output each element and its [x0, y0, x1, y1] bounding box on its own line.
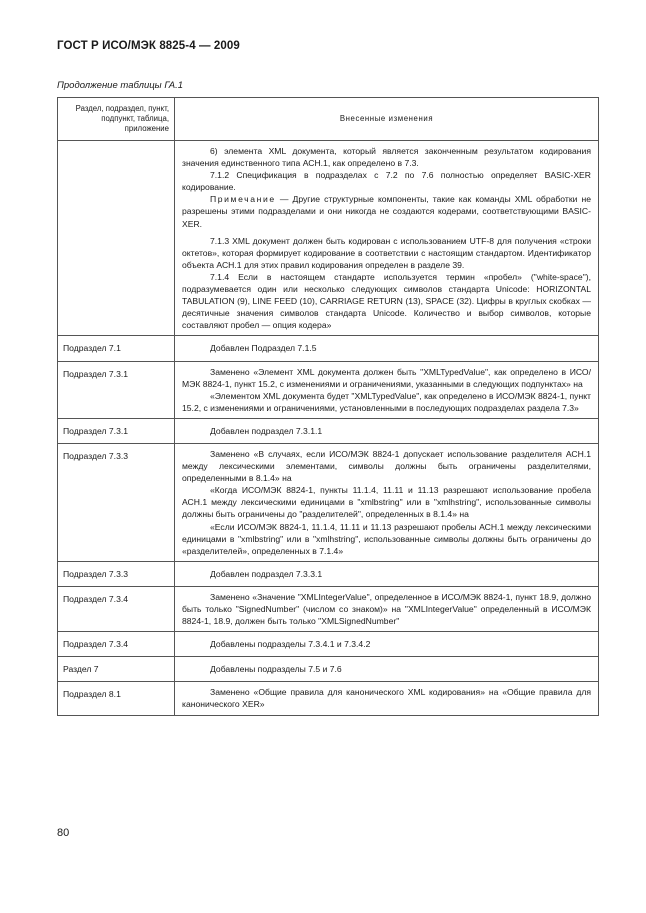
change-paragraph: Добавлены подразделы 7.3.4.1 и 7.3.4.2	[210, 639, 371, 650]
table-caption: Продолжение таблицы ГА.1	[57, 80, 184, 91]
changes-cell	[175, 361, 599, 418]
table-row	[58, 443, 599, 561]
table-row	[58, 682, 599, 715]
change-paragraph: 7.1.4 Если в настоящем стандарте используется термин «пробел» ("white-space"), подразумевается один или несколько следующих символов стандарта Unicode: HORIZONTAL TABULATION (9), LINE FEED (10), CARRIAGE RETURN (13), SPACE (32). Цифры в круглых скобках — десятичные значения символов стандарта Unicode. Количество и выбор символов, которые составляют пробел — опция кодера»	[182, 271, 591, 331]
document-code-header: ГОСТ Р ИСО/МЭК 8825-4 — 2009	[57, 40, 240, 52]
section-cell: Подраздел 7.3.4	[58, 632, 175, 657]
column-header-changes: Внесенные изменения	[175, 98, 599, 141]
section-cell: Подраздел 8.1	[58, 682, 175, 715]
changes-cell	[175, 586, 599, 631]
changes-cell	[175, 657, 599, 682]
table-row	[58, 336, 599, 361]
note-paragraph	[182, 193, 591, 229]
change-paragraph: Добавлен подраздел 7.3.1.1	[210, 425, 323, 436]
change-paragraph: «Элементом XML документа будет "XMLTypedValue", как определено в ИСО/МЭК 8824-1, пункт 15.2, с изменениями и ограничениями, установленными в последующих подразделах раздела 7.3»	[182, 390, 591, 413]
change-paragraph: Заменено «В случаях, если ИСО/МЭК 8824-1 допускает использование разделителя АСН.1 между лексическими элементами, символы должны быть ограничены разделителями, определенными в 8.1.4» на	[182, 448, 591, 484]
table-header-row	[58, 98, 599, 141]
table-row	[58, 657, 599, 682]
column-header-section: Раздел, подраздел, пункт, подпункт, таблица, приложение	[58, 98, 175, 141]
change-paragraph: 6) элемента XML документа, который является законченным результатом кодирования значения единственного типа АСН.1, как определено в 7.3.	[182, 146, 591, 169]
table-row	[58, 586, 599, 631]
note-label: Примечание	[210, 194, 276, 205]
change-paragraph: «Когда ИСО/МЭК 8824-1, пункты 11.1.4, 11.11 и 11.13 разрешают использование пробела АСН.1 между лексическими единицами в "xmlbstring" или в "xmlhstring", использованные символы должны быть ограничены до "разделителей", определенных в 8.1.4» на	[182, 485, 591, 520]
changes-cell	[175, 443, 599, 561]
section-cell: Раздел 7	[58, 657, 175, 682]
change-paragraph: Заменено «Элемент XML документа должен быть "XMLTypedValue", как определено в ИСО/МЭК 8824-1, пункт 15.2, с изменениями и ограничениями, указанными в следующих подпунктах» на	[182, 366, 591, 389]
section-cell: Подраздел 7.3.3	[58, 443, 175, 561]
change-paragraph: «Если ИСО/МЭК 8824-1, 11.1.4, 11.11 и 11.13 разрешают пробелы АСН.1 между лексическими единицами в "xmlbstring" или в "xmlhstring", использованные символы должны быть ограничены до «разделителей», определенных в 7.1.4»	[182, 521, 591, 556]
section-cell: Подраздел 7.3.1	[58, 418, 175, 443]
change-paragraph: Заменено «Значение "XMLIntegerValue", определенное в ИСО/МЭК 8824-1, пункт 18.9, должно быть только "SignedNumber" (числом со знаком)» на "XMLIntegerValue" определенный в ИСО/МЭК 8824-1, 18.9, должен быть только "XMLSignedNumber"	[182, 591, 591, 627]
changes-cell	[175, 682, 599, 715]
section-cell	[58, 141, 175, 336]
page-number: 80	[57, 827, 70, 839]
table-row	[58, 561, 599, 586]
note-text: — Другие структурные компоненты, такие как команды XML обработки не разрешены этими подразделами и они никогда не создаются кодерами, соответствующими BASIC-XER.	[182, 194, 591, 229]
table-row	[58, 361, 599, 418]
change-paragraph: Добавлен Подраздел 7.1.5	[210, 343, 317, 354]
table-row	[58, 632, 599, 657]
section-cell: Подраздел 7.3.1	[58, 361, 175, 418]
table-row	[58, 418, 599, 443]
changes-cell	[175, 141, 599, 336]
change-paragraph: 7.1.3 XML документ должен быть кодирован с использованием UTF-8 для получения «строки октетов», которая формирует кодирование в соответствии с настоящим стандартом. Идентификатор объекта АСН.1 для этих правил кодирования определен в разделе 39.	[182, 235, 591, 270]
section-cell: Подраздел 7.1	[58, 336, 175, 361]
change-paragraph: 7.1.2 Спецификация в подразделах с 7.2 по 7.6 полностью определяет BASIC-XER кодирование.	[182, 170, 591, 193]
change-paragraph: Заменено «Общие правила для канонического XML кодирования» на «Общие правила для канонического XER»	[182, 687, 591, 710]
section-cell: Подраздел 7.3.3	[58, 561, 175, 586]
changes-cell	[175, 336, 599, 361]
changes-table	[57, 97, 599, 716]
change-paragraph: Добавлен подраздел 7.3.3.1	[210, 568, 323, 579]
changes-cell	[175, 561, 599, 586]
changes-cell	[175, 418, 599, 443]
section-cell: Подраздел 7.3.4	[58, 586, 175, 631]
change-paragraph: Добавлены подразделы 7.5 и 7.6	[210, 664, 342, 675]
changes-cell	[175, 632, 599, 657]
table-row	[58, 141, 599, 336]
